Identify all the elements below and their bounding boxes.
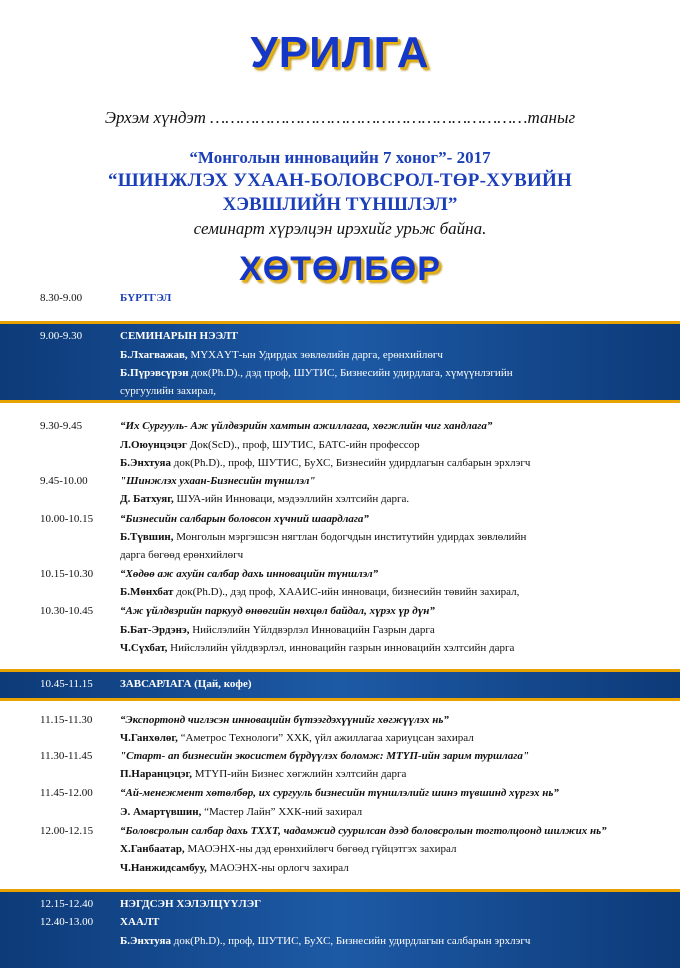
break-time: 10.45-11.15 xyxy=(40,678,93,690)
opening-band xyxy=(0,321,680,403)
talk-1-topic: “Их Сургууль- Аж үйлдвэрийн хамтын ажиллагаа, хөгжлийн чиг хандлага” xyxy=(120,420,493,432)
talk-1-speaker-2: Б.Энхтуяа док(Ph.D)., проф, ШУТИС, БуХС, Бизнесийн удирдлагын салбарын эрхлэгч xyxy=(120,457,531,469)
talk-3-speaker-1-cont: дарга бөгөөд ерөнхийлөгч xyxy=(120,549,244,561)
talk-6-topic: “Экспортонд чиглэсэн инновацийн бүтээгдэхүүнийг хөгжүүлэх нь” xyxy=(120,714,449,726)
talk-3-topic: “Бизнесийн салбарын боловсон хүчний шаардлага” xyxy=(120,513,369,525)
talk-5-speaker-1: Б.Бат-Эрдэнэ, Нийслэлийн Үйлдвэрлэл Инновацийн Газрын дарга xyxy=(120,624,435,636)
talk-7-topic: "Старт- ап бизнесийн экосистем бүрдүүлэх боломж: МТҮП-ийн зарим туршлага" xyxy=(120,750,529,762)
closing-label: ХААЛТ xyxy=(120,916,160,928)
talk-2-topic: "Шинжлэх ухаан-Бизнесийн түншлэл" xyxy=(120,475,316,487)
talk-3-speaker-1: Б.Түвшин, Монголын мэргэшсэн нягтлан бодогчдын институтийн удирдах зөвлөлийн xyxy=(120,531,527,543)
opening-speaker-1: Б.Лхагважав, МҮХАҮТ-ын Удирдах зөвлөлийн дарга, ерөнхийлөгч xyxy=(120,349,443,361)
talk-4-speaker-1: Б.Мөнхбат док(Ph.D)., дэд проф, ХААИС-ийн инноваци, бизнесийн төвийн захирал, xyxy=(120,586,520,598)
talk-2-speaker-1: Д. Батхуяг, ШУА-ийн Инноваци, мэдээллийн хэлтсийн дарга. xyxy=(120,493,410,505)
program-title: ХӨТӨЛБӨР xyxy=(239,250,441,288)
event-name-line1: “Монголын инновацийн 7 хоног”- 2017 xyxy=(189,148,491,167)
talk-5-time: 10.30-10.45 xyxy=(40,605,94,617)
talk-5-speaker-2: Ч.Сүхбат, Нийслэлийн үйлдвэрлэл, инновацийн газрын инновацийн хэлтсийн дарга xyxy=(120,642,515,654)
closing-time: 12.40-13.00 xyxy=(40,916,94,928)
talk-3-time: 10.00-10.15 xyxy=(40,513,94,525)
talk-9-speaker-1: Х.Ганбаатар, МАОЭНХ-ны дэд ерөнхийлөгч бөгөөд гүйцэтгэх захирал xyxy=(120,843,457,855)
talk-2-time: 9.45-10.00 xyxy=(40,475,88,487)
closing-speaker-1: Б.Энхтуяа док(Ph.D)., проф, ШУТИС, БуХС, Бизнесийн удирдлагын салбарын эрхлэгч xyxy=(120,935,531,947)
talk-8-time: 11.45-12.00 xyxy=(40,787,93,799)
talk-5-topic: “Аж үйлдвэрийн паркууд өнөөгийн нөхцөл байдал, хүрэх үр дүн” xyxy=(120,605,435,617)
opening-speaker-2-cont: сургуулийн захирал, xyxy=(120,385,216,397)
registration-label: БҮРТГЭЛ xyxy=(120,292,172,304)
greeting-line: Эрхэм хүндэт ………………………………………………………таныг xyxy=(104,108,576,127)
invitation-title: УРИЛГА xyxy=(250,28,430,77)
talk-9-time: 12.00-12.15 xyxy=(40,825,94,837)
talk-6-speaker-1: Ч.Ганхөлөг, “Аметрос Технологи” ХХК, үйл ажиллагаа хариуцсан захирал xyxy=(120,732,474,744)
talk-6-time: 11.15-11.30 xyxy=(40,714,93,726)
opening-speaker-2: Б.Пүрэвсүрэн док(Ph.D)., дэд проф, ШУТИС, Бизнесийн удирдлага, хүмүүнлэгийн xyxy=(120,367,513,379)
talk-1-time: 9.30-9.45 xyxy=(40,420,83,432)
talk-7-time: 11.30-11.45 xyxy=(40,750,93,762)
talk-9-topic: “Боловсролын салбар дахь ТХХТ, чадамжид суурилсан дээд боловсролын тогтолцоонд шилжих нь” xyxy=(120,825,607,837)
break-band xyxy=(0,669,680,701)
talk-8-topic: “Ай-менежмент хөтөлбөр, их сургууль бизнесийн түншлэлийг шинэ түвшинд хүргэх нь” xyxy=(120,787,559,799)
event-name-line2: “ШИНЖЛЭХ УХААН-БОЛОВСРОЛ-ТӨР-ХУВИЙН xyxy=(108,170,572,191)
talk-9-speaker-2: Ч.Нанжидсамбуу, МАОЭНХ-ны орлогч захирал xyxy=(120,862,349,874)
closing-band xyxy=(0,889,680,968)
talk-1-speaker-1: Л.Оюунцэцэг Док(ScD)., проф, ШУТИС, БАТС-ийн профессор xyxy=(120,439,420,451)
opening-label: СЕМИНАРЫН НЭЭЛТ xyxy=(120,330,238,342)
talk-7-speaker-1: П.Наранцэцэг, МТҮП-ийн Бизнес хөгжлийн хэлтсийн дарга xyxy=(120,768,407,780)
break-label: ЗАВСАРЛАГА (Цай, кофе) xyxy=(120,678,252,690)
talk-4-time: 10.15-10.30 xyxy=(40,568,94,580)
talk-8-speaker-1: Э. Амартүвшин, “Мастер Лайн” ХХК-ний захирал xyxy=(120,806,363,818)
discussion-time: 12.15-12.40 xyxy=(40,898,94,910)
invitation-text: семинарт хүрэлцэн ирэхийг урьж байна. xyxy=(193,219,487,238)
talk-4-topic: “Хөдөө аж ахуйн салбар дахь инновацийн түншлэл” xyxy=(120,568,379,580)
discussion-label: НЭГДСЭН ХЭЛЭЛЦҮҮЛЭГ xyxy=(120,898,262,910)
event-name-line3: ХЭВШЛИЙН ТҮНШЛЭЛ” xyxy=(222,194,458,215)
opening-time: 9.00-9.30 xyxy=(40,330,83,342)
registration-time: 8.30-9.00 xyxy=(40,292,83,304)
